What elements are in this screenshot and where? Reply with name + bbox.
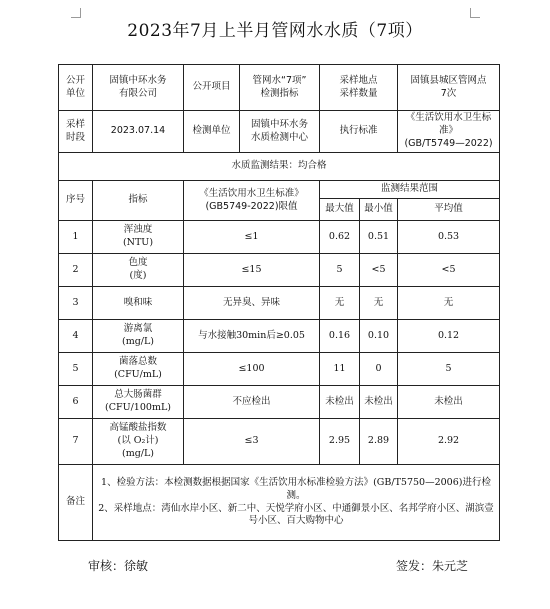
- standard-value: 《生活饮用水卫生标准》 (GB/T5749—2022): [398, 111, 500, 153]
- col-range-header: 监测结果范围: [320, 181, 500, 199]
- row-limit: 无异臭、异味: [184, 287, 320, 320]
- row-avg: 无: [398, 287, 500, 320]
- row-max: 未检出: [320, 386, 360, 419]
- note-line: 2、采样地点：湾仙水岸小区、新二中、天悦学府小区、中通御景小区、名邦学府小区、湖滨壹号小区、百大购物中心: [98, 502, 494, 527]
- col-limit-header: 《生活饮用水卫生标准》 (GB5749-2022)限值: [184, 181, 320, 221]
- sampling-site-label: 采样地点 采样数量: [320, 65, 398, 111]
- table-row: [59, 353, 500, 386]
- note-line: 1、检验方法：本检测数据根据国家《生活饮用水标准检验方法》(GB/T5750—2006)进行检测。: [101, 476, 491, 501]
- notes-row: [59, 465, 500, 541]
- publisher-value: 固镇中环水务 有限公司: [93, 65, 184, 111]
- row-seq: 3: [59, 287, 93, 320]
- row-seq: 7: [59, 419, 93, 465]
- reviewer-signature: 审核：徐敏: [88, 559, 149, 573]
- row-max: 0.16: [320, 320, 360, 353]
- water-quality-table: [58, 64, 500, 541]
- publisher-label: 公开 单位: [59, 65, 93, 111]
- row-min: <5: [360, 254, 398, 287]
- row-limit: ≤15: [184, 254, 320, 287]
- page-title: 2023年7月上半月管网水水质（7项）: [127, 21, 423, 41]
- row-min: 2.89: [360, 419, 398, 465]
- table-row: [59, 254, 500, 287]
- row-max: 0.62: [320, 221, 360, 254]
- row-indicator: 游离氯 (mg/L): [93, 320, 184, 353]
- sampling-period-value: 2023.07.14: [93, 111, 184, 153]
- row-indicator: 浑浊度 (NTU): [93, 221, 184, 254]
- table-row: [59, 419, 500, 465]
- testing-unit-value: 固镇中环水务 水质检测中心: [240, 111, 320, 153]
- row-max: 11: [320, 353, 360, 386]
- col-min-header: 最小值: [360, 199, 398, 221]
- col-avg-header: 平均值: [398, 199, 500, 221]
- row-max: 无: [320, 287, 360, 320]
- row-max: 5: [320, 254, 360, 287]
- row-min: 无: [360, 287, 398, 320]
- row-min: 0.51: [360, 221, 398, 254]
- col-seq-header: 序号: [59, 181, 93, 221]
- row-min: 未检出: [360, 386, 398, 419]
- sampling-site-value: 固镇县城区管网点 7次: [398, 65, 500, 111]
- row-indicator: 嗅和味: [93, 287, 184, 320]
- table-row: [59, 386, 500, 419]
- result-summary-row: [59, 153, 500, 181]
- row-avg: 5: [398, 353, 500, 386]
- row-min: 0.10: [360, 320, 398, 353]
- project-label: 公开项目: [184, 65, 240, 111]
- row-indicator: 色度 (度): [93, 254, 184, 287]
- row-avg: 2.92: [398, 419, 500, 465]
- table-row: [59, 287, 500, 320]
- row-limit: ≤1: [184, 221, 320, 254]
- table-row: [59, 221, 500, 254]
- row-indicator: 高锰酸盐指数 (以 O₂计) (mg/L): [93, 419, 184, 465]
- row-avg: 0.12: [398, 320, 500, 353]
- col-max-header: 最大值: [320, 199, 360, 221]
- row-seq: 1: [59, 221, 93, 254]
- info-row-1: [59, 65, 500, 111]
- table-row: [59, 320, 500, 353]
- row-limit: 不应检出: [184, 386, 320, 419]
- row-avg: <5: [398, 254, 500, 287]
- row-avg: 0.53: [398, 221, 500, 254]
- row-seq: 6: [59, 386, 93, 419]
- notes-label: 备注: [59, 465, 93, 541]
- row-seq: 2: [59, 254, 93, 287]
- row-limit: 与水接触30min后≥0.05: [184, 320, 320, 353]
- col-indicator-header: 指标: [93, 181, 184, 221]
- header-row-1: [59, 181, 500, 199]
- row-seq: 5: [59, 353, 93, 386]
- notes-cell: [93, 465, 500, 541]
- row-avg: 未检出: [398, 386, 500, 419]
- issuer-signature: 签发：朱元芝: [396, 559, 469, 573]
- sampling-period-label: 采样 时段: [59, 111, 93, 153]
- info-row-2: [59, 111, 500, 153]
- row-max: 2.95: [320, 419, 360, 465]
- result-summary: 水质监测结果：均合格: [59, 153, 500, 181]
- row-limit: ≤100: [184, 353, 320, 386]
- row-indicator: 总大肠菌群 (CFU/100mL): [93, 386, 184, 419]
- row-seq: 4: [59, 320, 93, 353]
- testing-unit-label: 检测单位: [184, 111, 240, 153]
- row-indicator: 菌落总数 (CFU/mL): [93, 353, 184, 386]
- project-value: 管网水“7项” 检测指标: [240, 65, 320, 111]
- standard-label: 执行标准: [320, 111, 398, 153]
- row-limit: ≤3: [184, 419, 320, 465]
- row-min: 0: [360, 353, 398, 386]
